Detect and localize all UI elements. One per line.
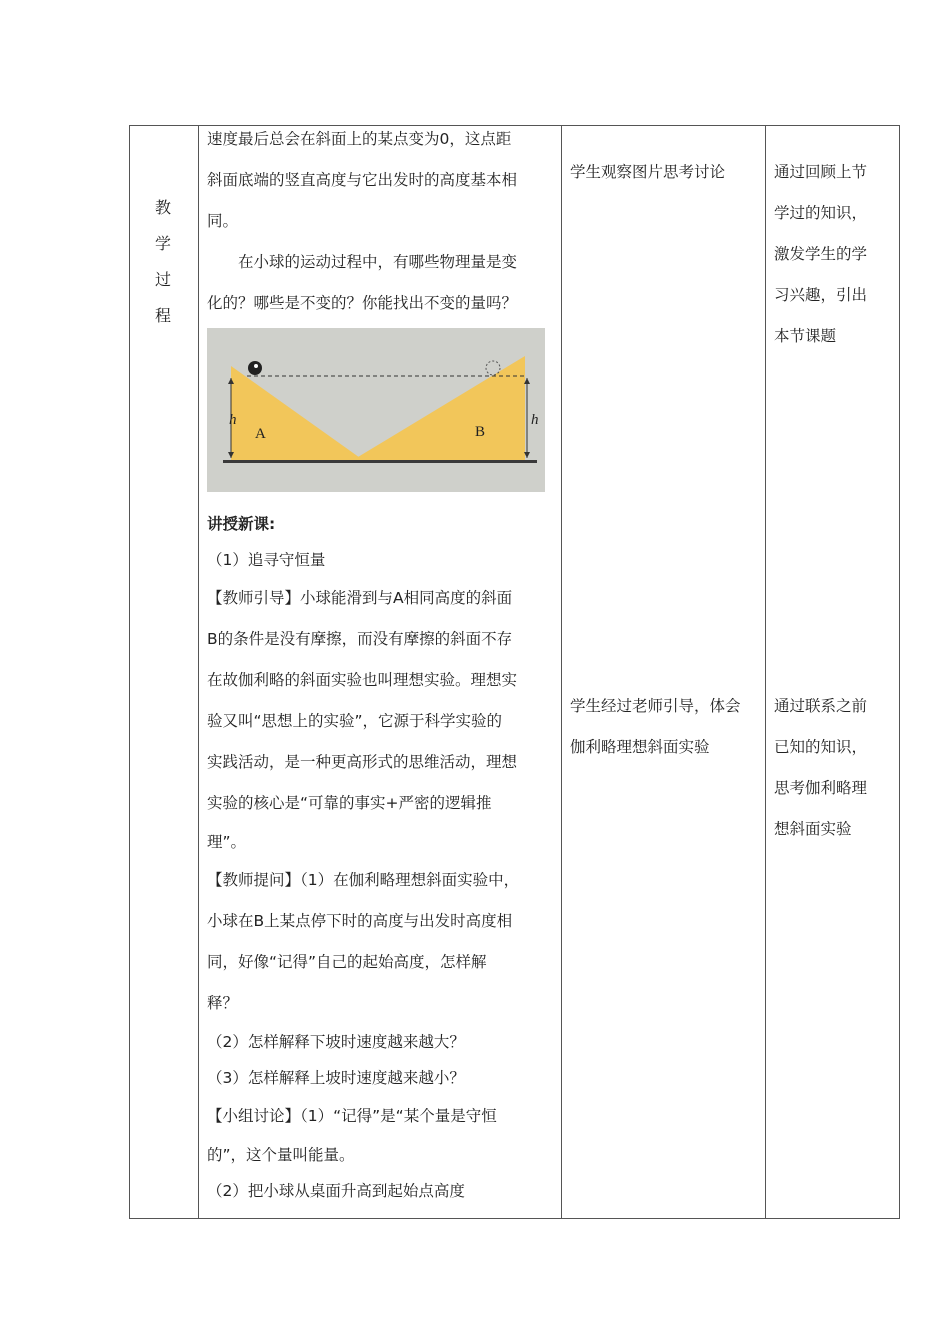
label-h-left: h [229,412,237,428]
text-line: 习兴趣，引出 [774,286,868,304]
student-activity-2 [562,686,749,768]
ground-line [223,460,537,463]
stage-char: 过 [154,270,171,289]
question-line: 在小球的运动过程中，有哪些物理量是变 [238,253,518,271]
text-line: 验又叫“思想上的实验”，它源于科学实验的 [207,712,503,730]
text-line: 在故伽利略的斜面实验也叫理想实验。理想实 [207,671,518,689]
label-A: A [255,426,266,442]
text-line: 实践活动，是一种更高形式的思维活动，理想 [207,753,518,771]
student-activity-1: 学生观察图片思考讨论 [570,163,726,181]
text-line: 同。 [207,212,239,230]
text-line: 理”。 [207,833,247,851]
text-line: 小球在B上某点停下时的高度与出发时高度相 [207,912,513,930]
text-line: 想斜面实验 [774,820,852,838]
design-intent-2 [766,686,875,850]
design-intent-1 [766,152,875,357]
stage-char: 程 [154,306,171,325]
discussion-2: （2）把小球从桌面升高到起始点高度 [207,1182,465,1200]
text-line: 实验的核心是“可靠的事实+严密的逻辑推 [207,794,492,812]
ball [248,361,262,375]
text-line: 思考伽利略理 [774,779,868,797]
design-intent-cell [766,126,900,1219]
stage-label [129,190,197,334]
content-part1 [199,119,561,324]
incline-diagram [207,328,545,492]
incline-figure [207,328,545,492]
label-h-right: h [531,412,539,428]
ball-highlight [254,364,258,368]
text-line: 通过联系之前 [774,697,868,715]
text-line: 【教师提问】（1）在伽利略理想斜面实验中， [207,871,520,889]
lesson-table [129,125,900,1219]
text-line: 激发学生的学 [774,245,868,263]
text-line: 的”，这个量叫能量。 [207,1146,355,1164]
stage-char: 学 [154,234,171,253]
label-B: B [475,424,486,440]
content-cell [199,126,562,1219]
text-line: 伽利略理想斜面实验 [570,738,710,756]
text-line: 同，好像“记得”自己的起始高度，怎样解 [207,953,487,971]
text-line: 【小组讨论】（1）“记得”是“某个量是守恒 [207,1107,497,1125]
text-line: 斜面底端的竖直高度与它出发时的高度基本相 [207,171,518,189]
stage-char: 教 [154,198,171,217]
section-title: 讲授新课: [207,515,276,533]
student-activity-cell [562,126,766,1219]
text-line: 已知的知识， [774,738,868,756]
text-line: 【教师引导】小球能滑到与A相同高度的斜面 [207,589,513,607]
text-line: 释？ [207,994,239,1012]
question-3: （3）怎样解释上坡时速度越来越小？ [207,1069,465,1087]
question-line: 化的？哪些是不变的？你能找出不变的量吗？ [207,294,518,312]
item-1: （1）追寻守恒量 [207,551,326,569]
text-line: 学生经过老师引导，体会 [570,697,741,715]
text-line: 通过回顾上节 [774,163,868,181]
question-2: （2）怎样解释下坡时速度越来越大？ [207,1033,465,1051]
text-line: 本节课题 [774,327,837,345]
content-part2 [199,506,561,1209]
text-line: 学过的知识， [774,204,868,222]
text-line: B的条件是没有摩擦，而没有摩擦的斜面不存 [207,630,513,648]
text-line: 速度最后总会在斜面上的某点变为0，这点距 [207,130,512,148]
